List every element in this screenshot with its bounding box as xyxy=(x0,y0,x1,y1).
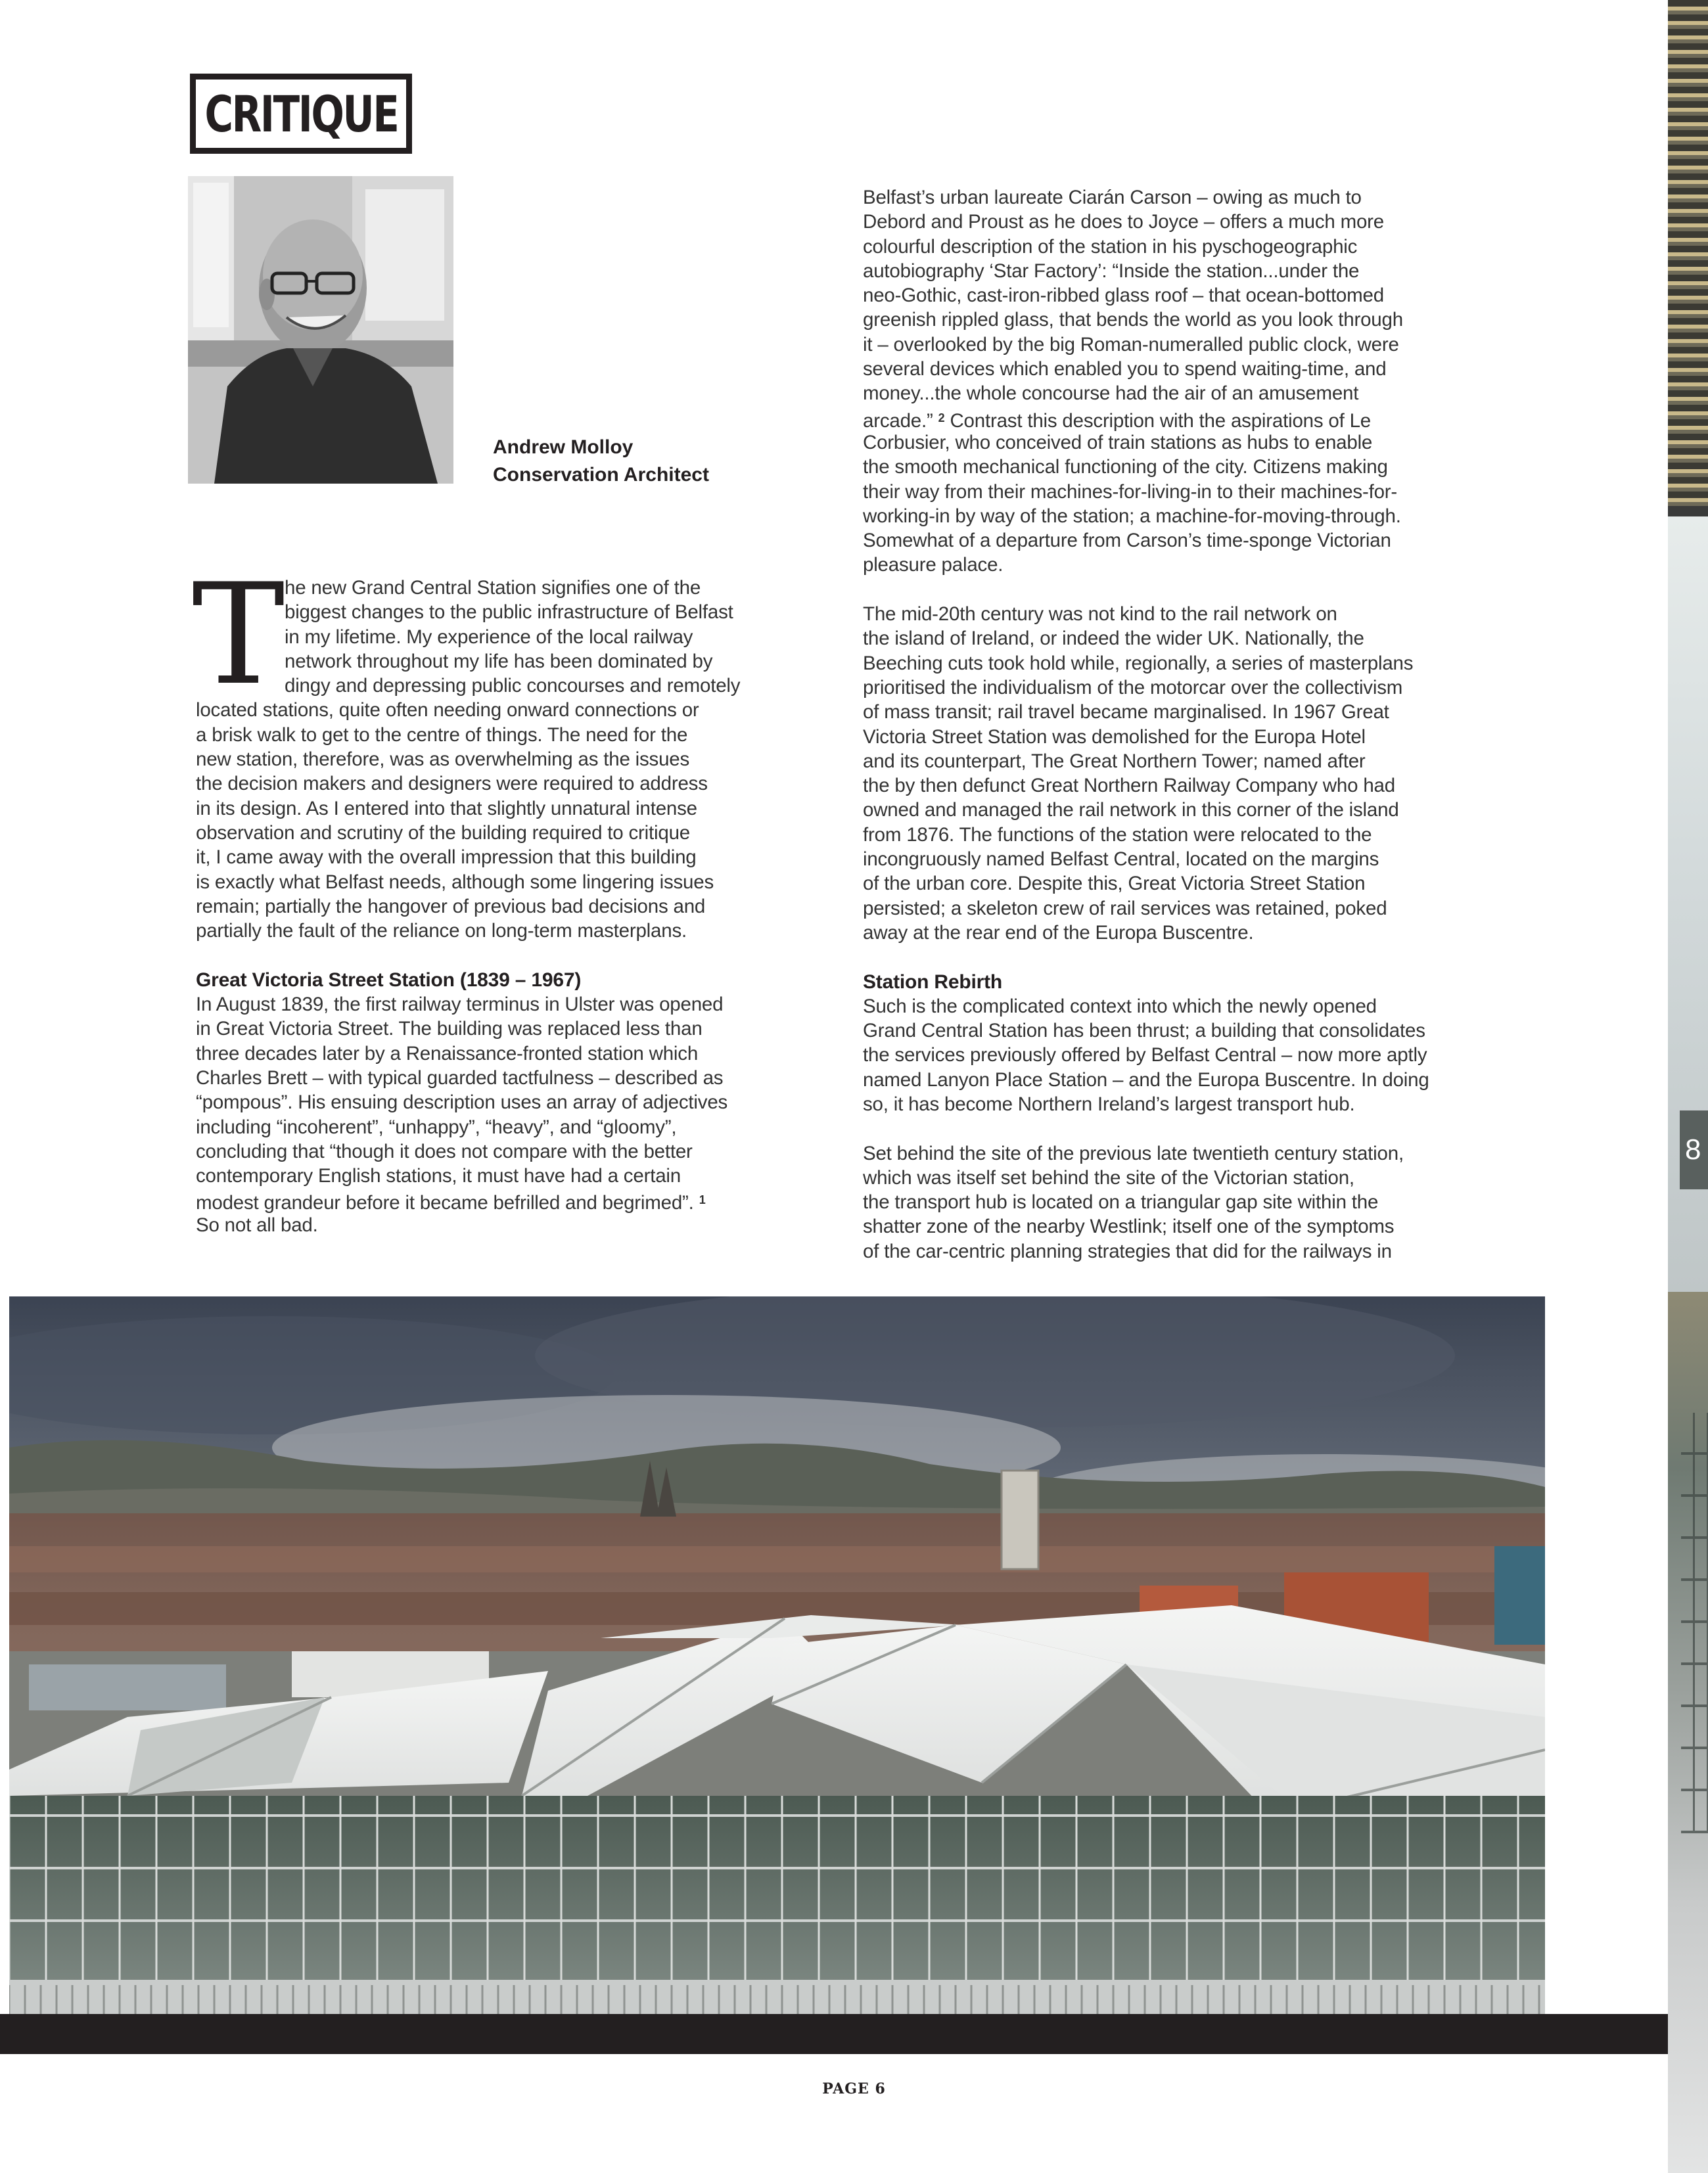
timber-slats xyxy=(1668,0,1708,506)
section-heading-gvs: Great Victoria Street Station (1839 – 1967) xyxy=(196,969,582,991)
footnote-ref: 2 xyxy=(938,411,945,424)
author-role: Conservation Architect xyxy=(493,464,709,486)
author-name: Andrew Molloy xyxy=(493,436,634,458)
section-heading-rebirth: Station Rebirth xyxy=(863,971,1002,993)
section-label: CRITIQUE xyxy=(190,74,412,154)
footer-band xyxy=(0,2014,1668,2054)
platform-sign: 8 xyxy=(1680,1110,1708,1189)
right-column: Belfast’s urban laureate Ciarán Carson – owing as much to Debord and Proust as he does to Joyce – offers a much more colourful description of the station in his pyschogeographic autobiography ‘Star Factory’: “Inside the station...under the neo-Gothic, cast-iron-ribbed glass roof – that ocean-bottomed greenish rippled glass, that bends the world as you look through it – overlooked by the big Roman-numeralled public clock, were several devices which enabled you to spend waiting-time, and money...the whole concourse had the air of an amusement arcade.” $^2$ Contrast this description with the aspirations of Le Corbusier, who conceived of train stations as hubs to enable the smooth mechanical functioning of the city. Citizens making their way from their machines-for-living-in to their machines-for- working-in by way of the station; a machine-for-moving-through. Somewhat of a departure from Carson’s time-sponge Victorian pleasure palace. The mid-20th century was not kind to the rail network on the island of Ireland, or indeed the wider UK. Nationally, the Beeching cuts took hold while, regionally, a series of masterplans prioritised the individualism of the motorcar over the collectivism of mass transit; rail travel became marginalised. In 1967 Great Victoria Street Station was demolished for the Europa Hotel and its counterpart, The Great Northern Tower; named after the by then defunct Great Northern Railway Company who had owned and managed the rail network in this corner of the island from 1876. The functions of the station were relocated to the incongruously named Belfast Central, located on the margins of the urban core. Despite this, Great Victoria Street Station persisted; a skeleton crew of rail services was retained, poked away at the rear end of the Europa Buscentre. Station Rebirth Such is the complicated context into which the newly opened Grand Central Station has been thrust; a building that consolidates the services previously offered by Belfast Central – now more aptly named Lanyon Place Station – and the Europa Buscentre. In doing so, it has become Northern Ireland’s largest transport hub. Set behind the site of the previous late twentieth century station, which was itself set behind the site of the Victorian station, the transport hub is located on a triangular gap site within the shatter zone of the nearby Westlink; itself one of the symptoms of the car-centric planning strategies that did for the railways in xyxy=(863,185,1507,1264)
author-byline xyxy=(493,434,821,489)
page-number: PAGE 6 xyxy=(822,2080,886,2097)
footnote-ref: 1 xyxy=(699,1193,706,1207)
adjacent-page-edge xyxy=(1668,0,1708,2173)
intro-paragraph: he new Grand Central Station signifies one of the biggest changes to the public infrastructure of Belfast in my lifetime. My experience of the local railway network throughout my life has been dominated by dingy and depressing public concourses and remotely located stations, quite often needing onward connections or a brisk walk to get to the centre of things. The need for the new station, therefore, was as overwhelming as the issues the decision makers and designers were required to address in its design. As I entered into that slightly unnatural intense observation and scrutiny of the building required to critique it, I came away with the overall impression that this building is exactly what Belfast needs, although some lingering issues remain; partially the hangover of previous bad decisions and partially the fault of the reliance on long-term masterplans. Great Victoria Street Station (1839 – 1967) In August 1839, the first railway terminus in Ulster was opened in Great Victoria Street. The building was replaced less than three decades later by a Renaissance-fronted station which Charles Brett – with typical guarded tactfulness – described as “pompous”. His ensuing description uses an array of adjectives including “incoherent”, “unhappy”, “heavy”, and “gloomy”, concluding that “though it does not compare with the better contemporary English stations, it must have had a certain modest grandeur before it became befrilled and begrimed”. $^1$ So not all bad. xyxy=(196,576,800,1237)
author-portrait xyxy=(188,176,453,484)
station-aerial-photo xyxy=(9,1296,1545,2014)
drop-cap: T xyxy=(192,553,285,716)
